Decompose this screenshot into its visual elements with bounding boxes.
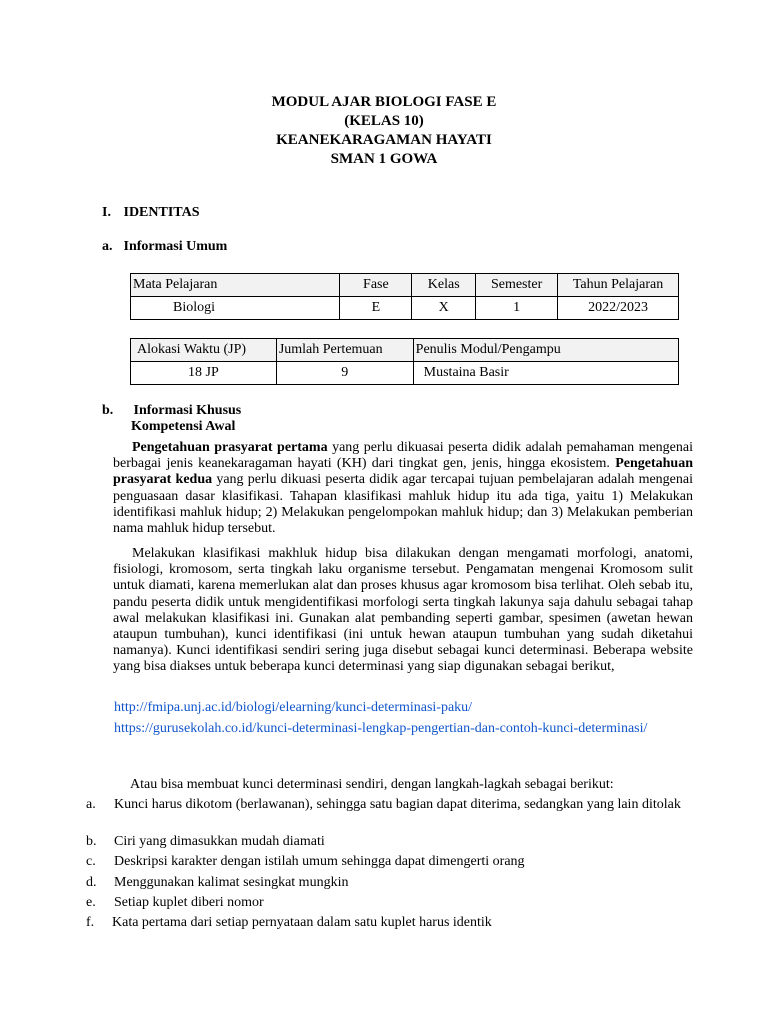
general-info-table xyxy=(130,273,679,320)
table-cell: Mustaina Basir xyxy=(413,362,678,385)
table-row xyxy=(131,297,679,320)
table-cell: 2022/2023 xyxy=(558,297,679,320)
list-item xyxy=(86,875,696,893)
list-item xyxy=(86,915,696,933)
list-item-text: Deskripsi karakter dengan istilah umum sehingga dapat dimengerti orang xyxy=(114,854,525,869)
list-item-text: Kata pertama dari setiap pernyataan dalam satu kuplet harus identik xyxy=(112,915,492,930)
list-item-label: e. xyxy=(86,895,96,910)
table-cell: E xyxy=(340,297,412,320)
list-item-label: a. xyxy=(86,797,96,812)
list-item xyxy=(86,797,696,831)
subsection-number: b. xyxy=(102,403,114,418)
list-item-text: Menggunakan kalimat sesingkat mungkin xyxy=(114,875,349,890)
subsection-number: a. xyxy=(102,239,113,254)
table-cell: Biologi xyxy=(131,297,340,320)
list-item xyxy=(86,895,696,913)
list-intro: Atau bisa membuat kunci determinasi sendiri, dengan langkah-lagkah sebagai berikut: xyxy=(130,777,614,792)
paragraph-text: yang perlu dikuasai peserta didik adalah pemahaman mengenai berbagai jenis keanekaragaman hayati (KH) dari tingkat gen, jenis, hingga ekosistem. xyxy=(113,440,693,472)
table-header-cell: Semester xyxy=(476,274,558,297)
list-item-label: d. xyxy=(86,875,97,890)
table-header-cell: Penulis Modul/Pengampu xyxy=(413,339,678,362)
table-header-cell: Mata Pelajaran xyxy=(131,274,340,297)
subsection-label: Informasi Umum xyxy=(123,239,228,254)
document-title xyxy=(0,93,768,169)
list-item-text: Setiap kuplet diberi nomor xyxy=(114,895,264,910)
table-header-cell: Kelas xyxy=(412,274,476,297)
table-header-row xyxy=(131,339,679,362)
paragraph-prerequisite xyxy=(113,440,693,537)
list-item-label: f. xyxy=(86,915,95,930)
reference-link[interactable]: https://gurusekolah.co.id/kunci-determinasi-lengkap-pengertian-dan-contoh-kunci-determinasi/ xyxy=(114,721,648,736)
reference-link[interactable]: http://fmipa.unj.ac.id/biologi/elearning/kunci-determinasi-paku/ xyxy=(114,700,473,715)
section-label: IDENTITAS xyxy=(123,205,200,220)
table-header-cell: Jumlah Pertemuan xyxy=(276,339,413,362)
title-line-3: KEANEKARAGAMAN HAYATI xyxy=(276,132,492,148)
table-header-cell: Fase xyxy=(340,274,412,297)
list-item-text: Kunci harus dikotom (berlawanan), sehingga satu bagian dapat diterima, sedangkan yang lain ditolak xyxy=(114,797,681,812)
list-item-label: c. xyxy=(86,854,96,869)
section-heading-identitas xyxy=(102,205,200,221)
table-header-cell: Tahun Pelajaran xyxy=(558,274,679,297)
section-number: I. xyxy=(102,205,111,220)
list-item xyxy=(86,834,696,852)
table-cell: 18 JP xyxy=(131,362,277,385)
author-info-table xyxy=(130,338,679,385)
title-line-2: (KELAS 10) xyxy=(344,113,424,129)
subsection-label: Informasi Khusus xyxy=(133,403,242,418)
list-item-text: Ciri yang dimasukkan mudah diamati xyxy=(114,834,325,849)
title-line-4: SMAN 1 GOWA xyxy=(330,151,438,167)
table-header-cell: Alokasi Waktu (JP) xyxy=(131,339,277,362)
subsection-heading-informasi-khusus xyxy=(102,403,241,419)
subsection-heading-informasi-umum xyxy=(102,239,227,255)
table-cell: X xyxy=(412,297,476,320)
table-row xyxy=(131,362,679,385)
paragraph-text: yang perlu dikuasi peserta didik agar tercapai tujuan pembelajaran adalah mengenai penguasaan dasar klasifikasi. Tahapan klasifikasi mahluk hidup itu ada tiga, yaitu 1) Melakukan identifikasi mahluk hidup; 2) Melakukan pengelompokan mahluk hidup; dan 3) Melakukan pemberian nama mahluk hidup tersebut. xyxy=(113,472,693,537)
list-item-label: b. xyxy=(86,834,97,849)
bold-phrase: Pengetahuan prasyarat pertama xyxy=(132,440,328,455)
paragraph-classification: Melakukan klasifikasi makhluk hidup bisa dilakukan dengan mengamati morfologi, anatomi, fisiologi, kromosom, serta tingkah laku organisme tersebut. Pengamatan mengenai Kromosom sulit untuk diamati, karena memerlukan alat dan proses khusus agar kromosom bisa terlihat. Oleh sebab itu, pandu peserta didik untuk mengidentifikasi morfologi serta tingkah lakunya saja dahulu sebagai tahap awal melakukan klasifikasi ini. Gunakan alat pembanding seperti gambar, spesimen (awetan hewan ataupun tumbuhan), kunci identifikasi (ini untuk hewan ataupun tumbuhan yang sudah diketahui namanya). Kunci identifikasi sendiri sering juga disebut sebagai kunci determinasi. Beberapa website yang bisa diakses untuk beberapa kunci determinasi yang siap digunakan sebagai berikut, xyxy=(113,546,693,675)
subheading-kompetensi-awal: Kompetensi Awal xyxy=(131,419,236,434)
list-item xyxy=(86,854,696,872)
title-line-1: MODUL AJAR BIOLOGI FASE E xyxy=(271,94,497,110)
table-cell: 9 xyxy=(276,362,413,385)
bold-phrase: Pengetahuan prasyarat kedua xyxy=(113,456,693,488)
table-header-row xyxy=(131,274,679,297)
table-cell: 1 xyxy=(476,297,558,320)
